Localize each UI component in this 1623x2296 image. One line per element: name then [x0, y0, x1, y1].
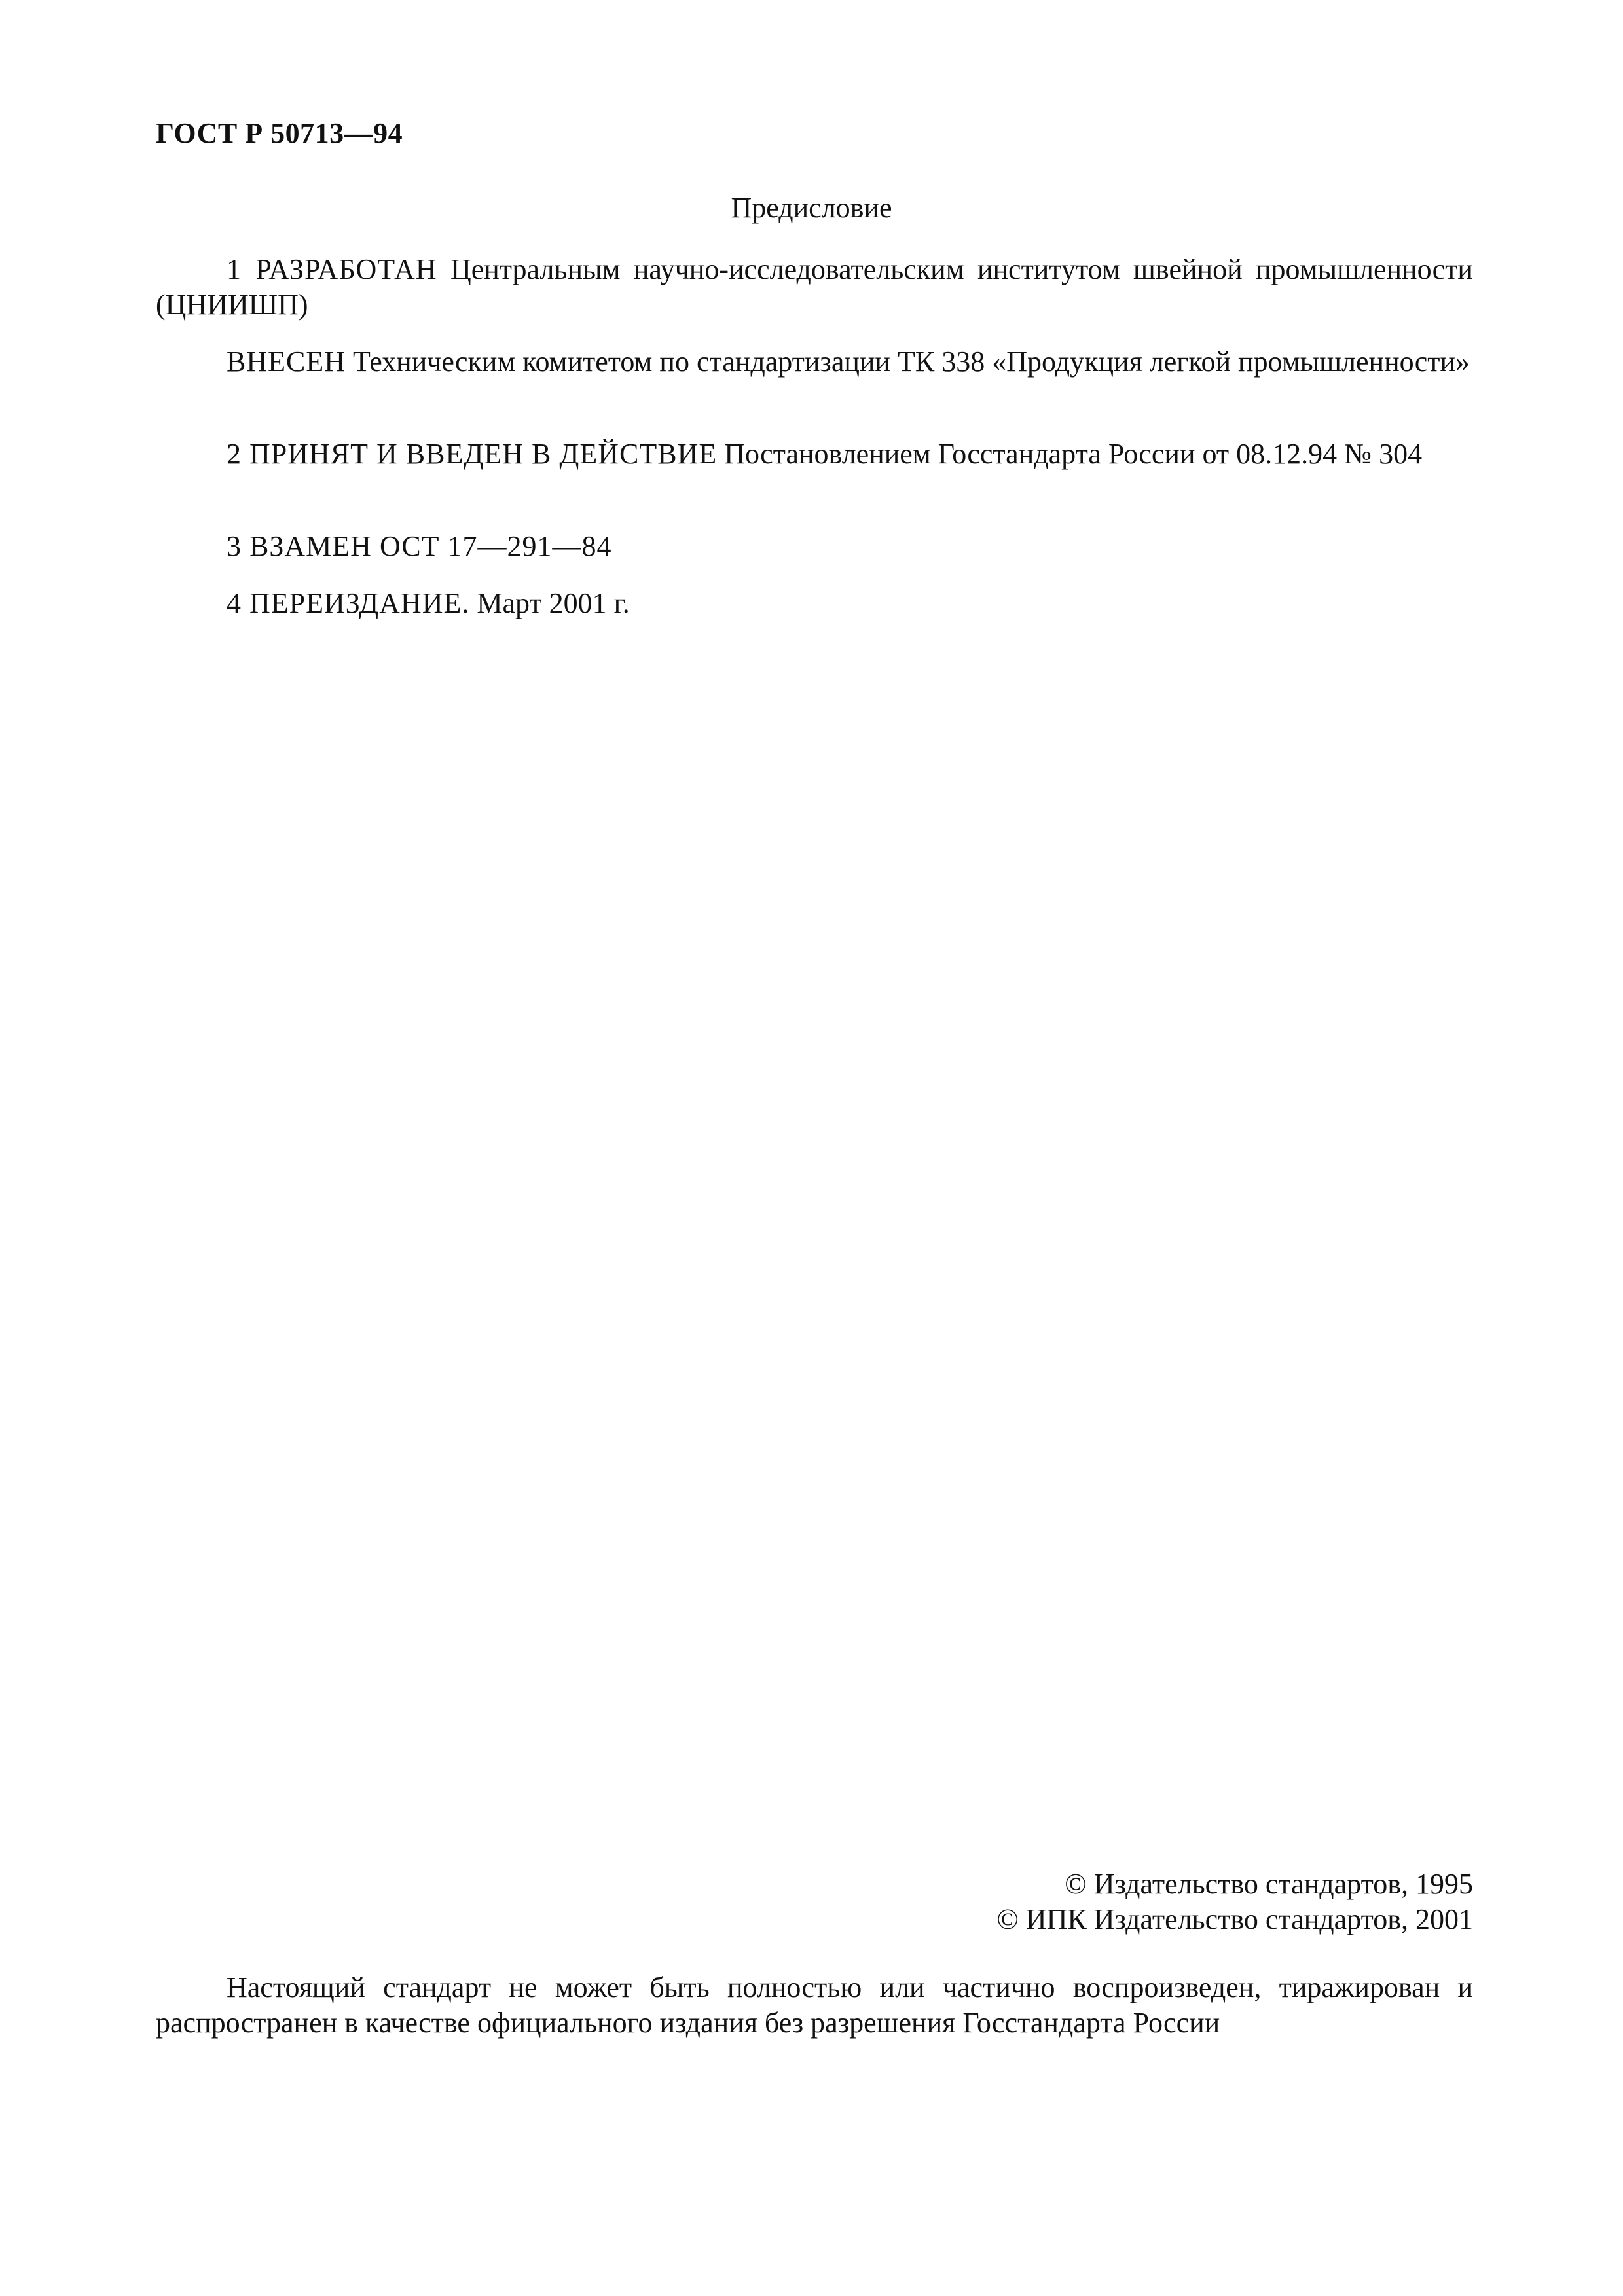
item-lead: 2 ПРИНЯТ И ВВЕДЕН В ДЕЙСТВИЕ: [227, 438, 718, 470]
reproduction-notice: [156, 1970, 1473, 2041]
item-lead: 3 ВЗАМЕН ОСТ 17—291—84: [227, 530, 612, 562]
foreword-item-introduced: [156, 344, 1473, 380]
document-code: ГОСТ Р 50713—94: [156, 117, 403, 149]
copyright-line-1995: © Издательство стандартов, 1995: [1065, 1868, 1473, 1900]
item-text: Техническим комитетом по стандартизации ТК 338 «Продукция легкой промышленности»: [353, 346, 1470, 378]
item-lead: 1 РАЗРАБОТАН: [227, 253, 437, 285]
item-lead: ВНЕСЕН: [227, 346, 346, 378]
foreword-item-developed: [156, 252, 1473, 323]
copyright-line-2001: © ИПК Издательство стандартов, 2001: [996, 1903, 1473, 1935]
item-text: Март 2001 г.: [477, 587, 630, 619]
item-text: Центральным научно-исследовательским институтом швейной промышленности (ЦНИИШП): [156, 253, 1473, 321]
item-text: Постановлением Госстандарта России от 08.12.94 № 304: [724, 438, 1423, 470]
foreword-title: Предисловие: [731, 192, 892, 224]
foreword-item-reissue: [156, 586, 1473, 621]
item-lead: 4 ПЕРЕИЗДАНИЕ.: [227, 587, 470, 619]
foreword-item-replaces: [156, 529, 1473, 564]
notice-text: Настоящий стандарт не может быть полностью или частично воспроизведен, тиражирован и распространен в качестве официального издания без разрешения Госстандарта России: [156, 1971, 1473, 2039]
foreword-item-adopted: [156, 437, 1473, 472]
